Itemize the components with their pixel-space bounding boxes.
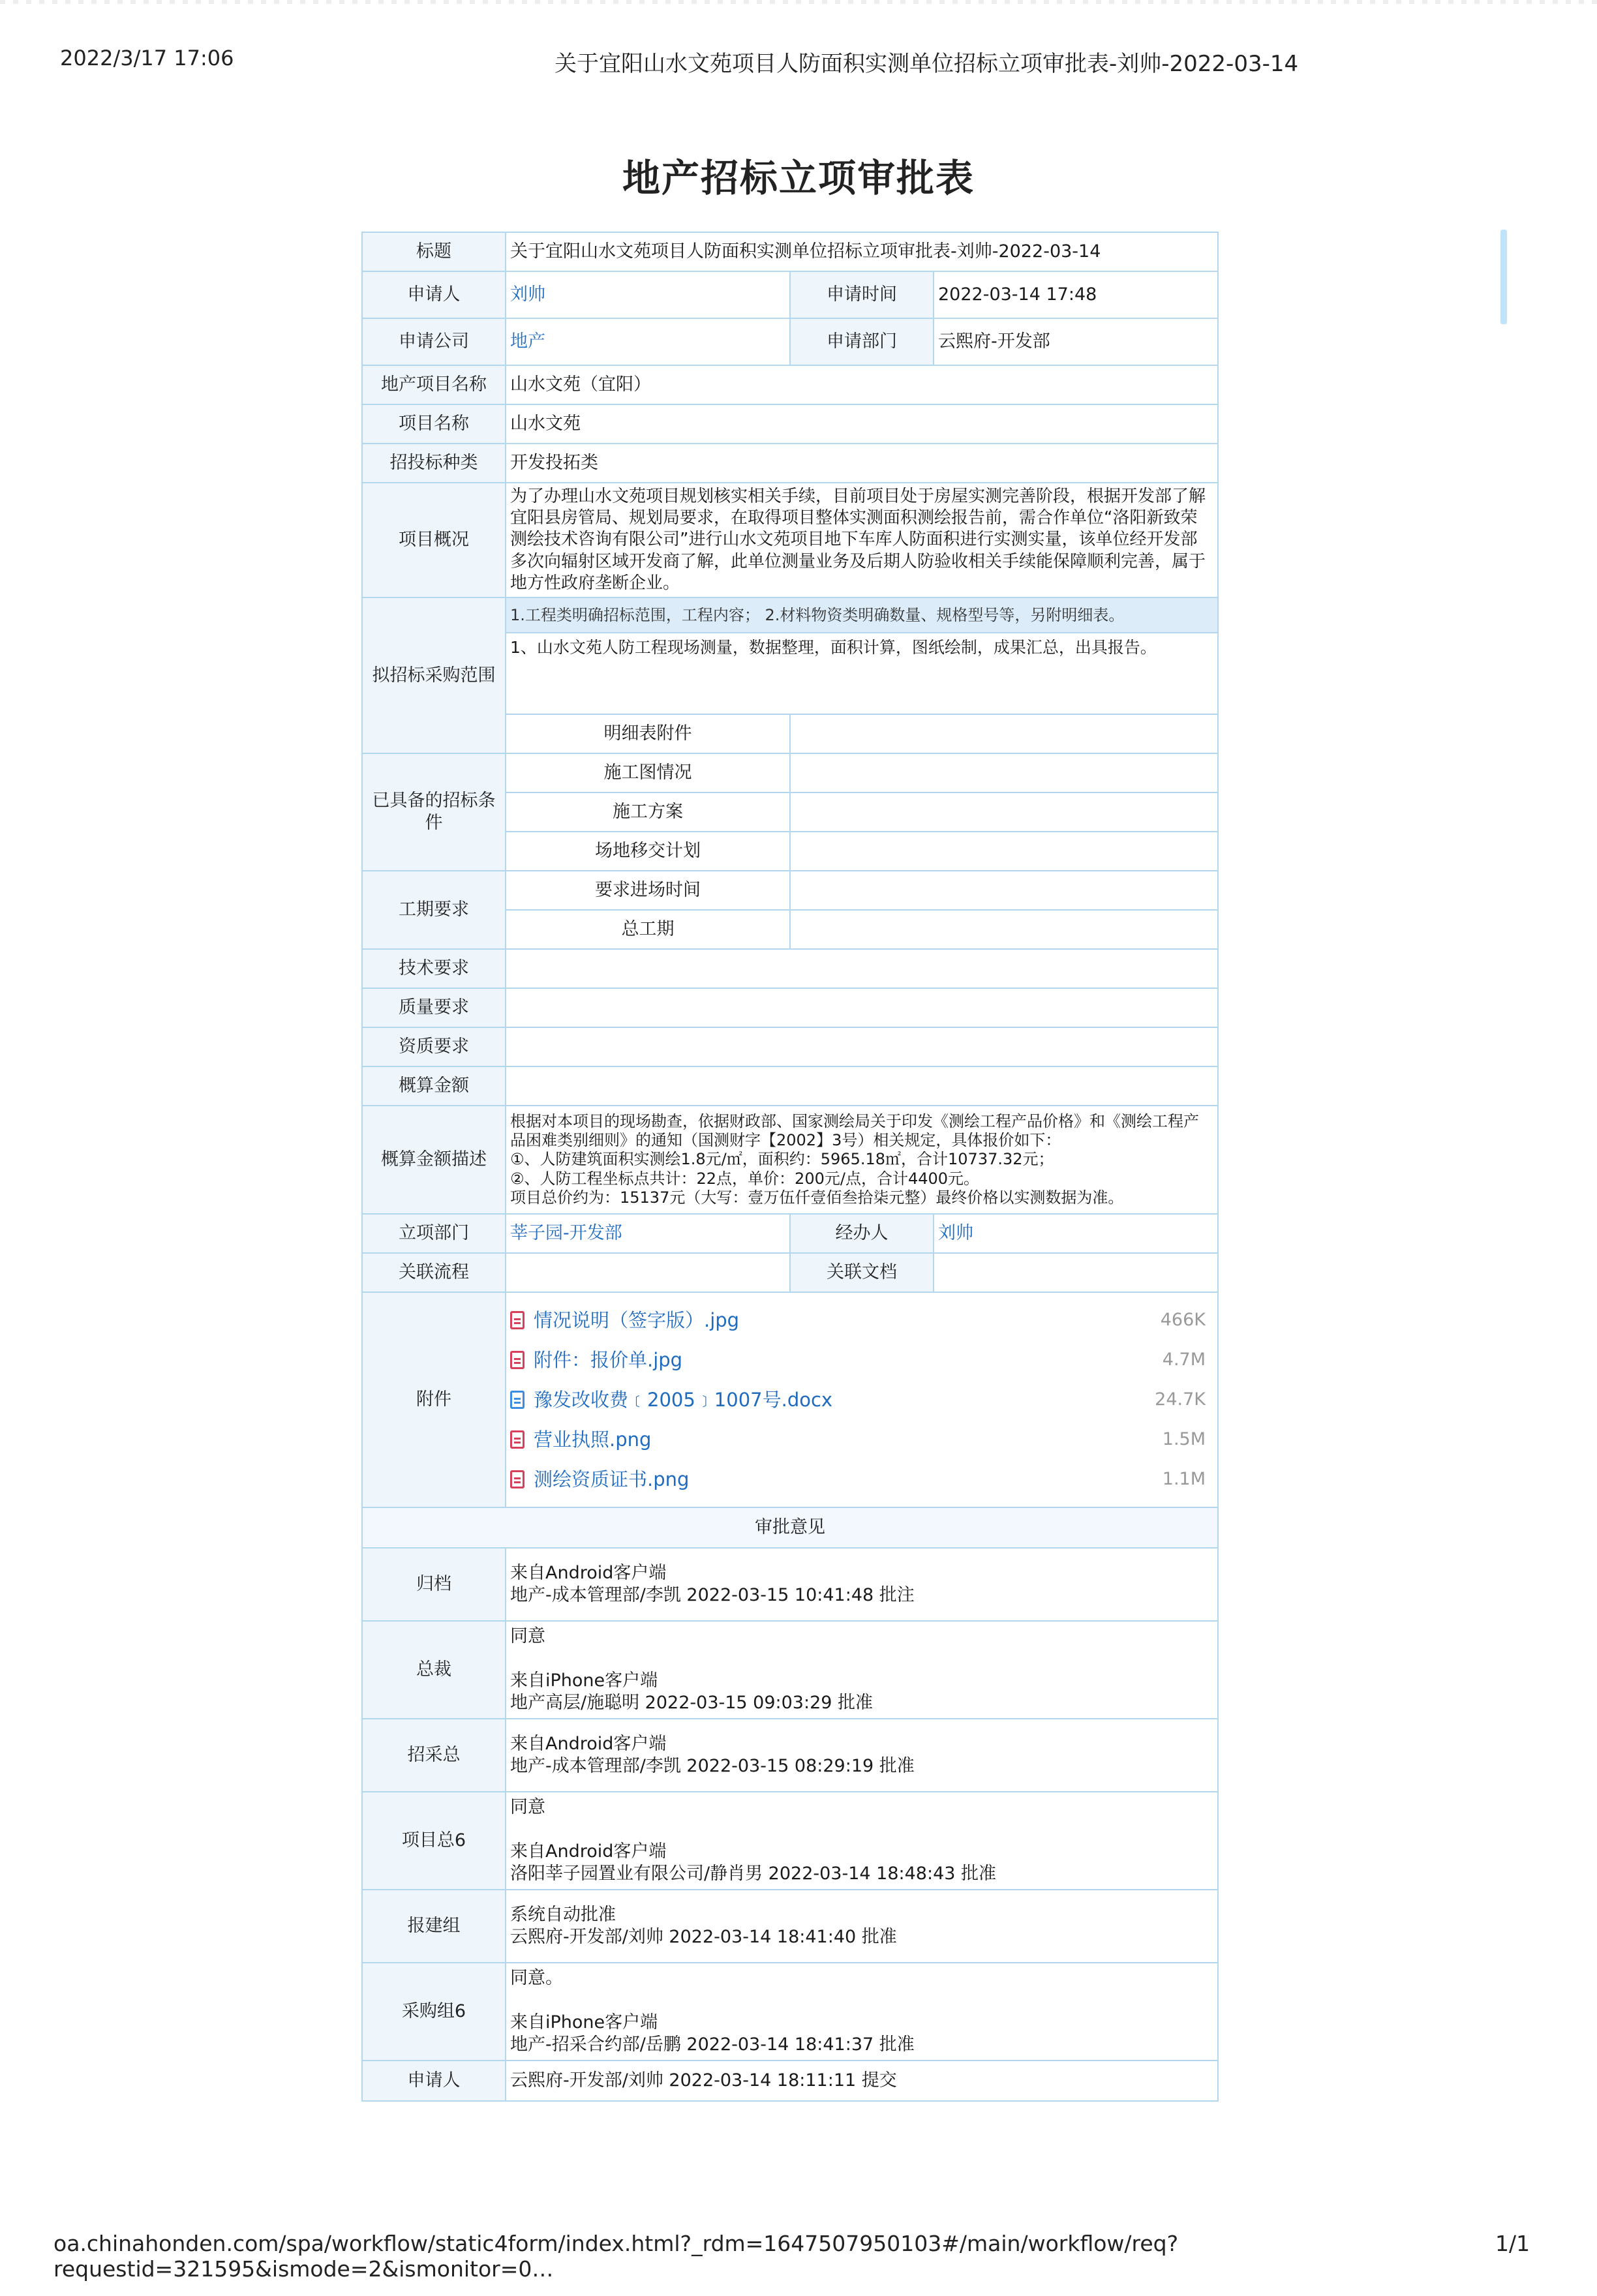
- approval-line: [510, 1819, 1213, 1841]
- plan-value: [790, 793, 1218, 832]
- budget-desc-value: [506, 1106, 1218, 1214]
- approval-line: 同意: [510, 1797, 545, 1817]
- budget-desc-line: ①、人防建筑面积实测绘1.8元/㎡，面积约：5965.18㎡，合计10737.32元；: [510, 1150, 1054, 1169]
- attachment-name[interactable]: 营业执照.png: [534, 1428, 652, 1451]
- approval-row: [362, 1548, 1218, 1621]
- approval-line: 地产高层/施聪明 2022-03-15 09:03:29 批准: [510, 1693, 874, 1713]
- image-file-icon: [510, 1470, 525, 1488]
- attachment-item[interactable]: [510, 1420, 1206, 1460]
- document-title: 地产招标立项审批表: [622, 156, 975, 200]
- approval-node: 报建组: [362, 1890, 506, 1963]
- entry-time-value: [790, 871, 1218, 910]
- estate-project-label: 地产项目名称: [362, 365, 506, 404]
- applicant-link[interactable]: 刘帅: [506, 271, 790, 318]
- approval-line: 同意。: [510, 1968, 563, 1988]
- scope-hint: 1.工程类明确招标范围，工程内容； 2.材料物资类明确数量、规格型号等，另附明细表。: [506, 597, 1218, 633]
- qualification-value: [506, 1027, 1218, 1066]
- approval-opinion: [506, 1621, 1218, 1719]
- approval-line: 云熙府-开发部/刘帅 2022-03-14 18:11:11 提交: [510, 2070, 897, 2091]
- row-budget-desc: [362, 1106, 1218, 1214]
- approval-node: 申请人: [362, 2061, 506, 2101]
- approval-row: [362, 1963, 1218, 2061]
- approval-line: 同意: [510, 1626, 545, 1646]
- quality-req-label: 质量要求: [362, 988, 506, 1027]
- row-bid-type: [362, 444, 1218, 483]
- apply-time-label: 申请时间: [790, 271, 934, 318]
- row-scope-hint: [362, 597, 1218, 633]
- handler-link[interactable]: 刘帅: [934, 1214, 1218, 1253]
- project-name-label: 项目名称: [362, 404, 506, 444]
- approval-line: [510, 1989, 1213, 2012]
- row-estate-project: [362, 365, 1218, 404]
- approval-node: 项目总6: [362, 1792, 506, 1890]
- approval-line: 来自Android客户端: [510, 1734, 667, 1754]
- approval-form-table: [361, 232, 1219, 2102]
- print-page-title: 关于宜阳山水文苑项目人防面积实测单位招标立项审批表-刘帅-2022-03-14: [555, 51, 1299, 77]
- site-handover-value: [790, 832, 1218, 871]
- attachment-size: 24.7K: [1155, 1389, 1206, 1410]
- related-flow-value[interactable]: [506, 1253, 790, 1292]
- attachment-size: 4.7M: [1162, 1350, 1206, 1370]
- row-attachments: [362, 1292, 1218, 1507]
- apply-time-value: 2022-03-14 17:48: [934, 271, 1218, 318]
- budget-desc-line: ②、人防工程坐标点共计：22点，单价：200元/点，合计4400元。: [510, 1169, 980, 1188]
- approval-node: 采购组6: [362, 1963, 506, 2061]
- approval-line: 来自iPhone客户端: [510, 1670, 658, 1691]
- budget-desc-label: 概算金额描述: [362, 1106, 506, 1214]
- print-footer-url: oa.chinahonden.com/spa/workflow/static4form/index.html?_rdm=1647507950103#/main/workflow/req?requestid=321595&ismode=2&ismonitor=0…: [53, 2231, 1179, 2282]
- attachment-item[interactable]: [510, 1380, 1206, 1420]
- row-entry-time: [362, 871, 1218, 910]
- plan-label: 施工方案: [506, 793, 790, 832]
- title-value: 关于宜阳山水文苑项目人防面积实测单位招标立项审批表-刘帅-2022-03-14: [506, 232, 1218, 271]
- budget-value: [506, 1066, 1218, 1106]
- overview-label: 项目概况: [362, 483, 506, 597]
- overview-value: 为了办理山水文苑项目规划核实相关手续，目前项目处于房屋实测完善阶段，根据开发部了解宜阳县房管局、规划局要求，在取得项目整体实测面积测绘报告前，需合作单位“洛阳新致荣测绘技术咨询有限公司”进行山水文苑项目地下车库人防面积进行实测实量，该单位经开发部多次向辐射区域开发商了解，此单位测量业务及后期人防验收相关手续能保障顺利完善，属于地方性政府垄断企业。: [506, 483, 1218, 597]
- quality-req-value: [506, 988, 1218, 1027]
- approval-opinion: [506, 1548, 1218, 1621]
- row-project-name: [362, 404, 1218, 444]
- approval-line: 系统自动批准: [510, 1905, 616, 1925]
- word-file-icon: [510, 1391, 525, 1409]
- company-label: 申请公司: [362, 318, 506, 365]
- approval-line: 洛阳莘子园置业有限公司/静肖男 2022-03-14 18:48:43 批准: [510, 1864, 997, 1884]
- drawing-value: [790, 753, 1218, 793]
- project-name-value: 山水文苑: [506, 404, 1218, 444]
- estate-project-value: 山水文苑（宜阳）: [506, 365, 1218, 404]
- approval-line: 云熙府-开发部/刘帅 2022-03-14 18:41:40 批准: [510, 1927, 897, 1947]
- related-flow-label: 关联流程: [362, 1253, 506, 1292]
- attachment-name[interactable]: 附件：报价单.jpg: [534, 1348, 683, 1371]
- approval-node: 归档: [362, 1548, 506, 1621]
- approval-opinion: [506, 2061, 1218, 2101]
- budget-desc-line: 根据对本项目的现场勘查，依据财政部、国家测绘局关于印发《测绘工程产品价格》和《测绘工程产品困难类别细则》的通知（国测财字【2002】3号）相关规定，具体报价如下：: [510, 1111, 1199, 1150]
- print-page-number: 1/1: [1495, 2231, 1530, 2256]
- approval-opinion: [506, 1890, 1218, 1963]
- attachment-size: 1.5M: [1162, 1429, 1206, 1450]
- attachments-label: 附件: [362, 1292, 506, 1507]
- approval-opinion: [506, 1792, 1218, 1890]
- attachment-name[interactable]: 情况说明（签字版）.jpg: [534, 1308, 740, 1331]
- qualification-label: 资质要求: [362, 1027, 506, 1066]
- attachment-size: 1.1M: [1162, 1469, 1206, 1490]
- row-approval-header: [362, 1507, 1218, 1548]
- conditions-label: 已具备的招标条件: [362, 753, 506, 871]
- attachment-item[interactable]: [510, 1340, 1206, 1380]
- entry-time-label: 要求进场时间: [506, 871, 790, 910]
- related-doc-label: 关联文档: [790, 1253, 934, 1292]
- tech-req-value: [506, 949, 1218, 988]
- approval-node: 总裁: [362, 1621, 506, 1719]
- approval-section-title: 审批意见: [362, 1507, 1218, 1548]
- budget-label: 概算金额: [362, 1066, 506, 1106]
- approval-line: 来自iPhone客户端: [510, 2012, 658, 2032]
- scrollbar[interactable]: [1500, 230, 1507, 324]
- row-applicant: [362, 271, 1218, 318]
- approval-line: 地产-成本管理部/李凯 2022-03-15 08:29:19 批准: [510, 1756, 915, 1776]
- attachment-name[interactable]: 豫发改收费﹝2005﹞1007号.docx: [534, 1388, 833, 1411]
- row-project-dept: [362, 1214, 1218, 1253]
- project-dept-label: 立项部门: [362, 1214, 506, 1253]
- scope-value: 1、山水文苑人防工程现场测量，数据整理，面积计算，图纸绘制，成果汇总，出具报告。: [506, 633, 1218, 714]
- row-tech-req: [362, 949, 1218, 988]
- dept-value: 云熙府-开发部: [934, 318, 1218, 365]
- row-title: [362, 232, 1218, 271]
- approval-row: [362, 1621, 1218, 1719]
- tech-req-label: 技术要求: [362, 949, 506, 988]
- project-dept-link[interactable]: 莘子园-开发部: [506, 1214, 790, 1253]
- image-file-icon: [510, 1311, 525, 1329]
- image-file-icon: [510, 1430, 525, 1449]
- total-period-value: [790, 910, 1218, 949]
- approval-row: [362, 1719, 1218, 1792]
- approval-row: [362, 1890, 1218, 1963]
- company-link[interactable]: 地产: [506, 318, 790, 365]
- total-period-label: 总工期: [506, 910, 790, 949]
- image-file-icon: [510, 1351, 525, 1369]
- dept-label: 申请部门: [790, 318, 934, 365]
- approval-line: 地产-成本管理部/李凯 2022-03-15 10:41:48 批注: [510, 1585, 915, 1605]
- detail-attach-label: 明细表附件: [506, 714, 790, 753]
- row-qualification: [362, 1027, 1218, 1066]
- row-quality-req: [362, 988, 1218, 1027]
- approval-line: 地产-招采合约部/岳鹏 2022-03-14 18:41:37 批准: [510, 2034, 915, 2055]
- attachment-size: 466K: [1160, 1310, 1206, 1331]
- schedule-label: 工期要求: [362, 871, 506, 949]
- row-company: [362, 318, 1218, 365]
- approval-line: [510, 1648, 1213, 1670]
- related-doc-value[interactable]: [934, 1253, 1218, 1292]
- approval-opinion: [506, 1719, 1218, 1792]
- approval-opinion: [506, 1963, 1218, 2061]
- attachment-item[interactable]: [510, 1460, 1206, 1500]
- print-datetime: 2022/3/17 17:06: [60, 46, 234, 70]
- bid-type-value: 开发投拓类: [506, 444, 1218, 483]
- approval-row: [362, 2061, 1218, 2101]
- bid-type-label: 招投标种类: [362, 444, 506, 483]
- site-handover-label: 场地移交计划: [506, 832, 790, 871]
- row-drawing: [362, 753, 1218, 793]
- budget-desc-line: 项目总价约为：15137元（大写：壹万伍仟壹佰叁拾柒元整）最终价格以实测数据为准。: [510, 1188, 1124, 1207]
- row-budget: [362, 1066, 1218, 1106]
- drawing-label: 施工图情况: [506, 753, 790, 793]
- approval-line: 来自Android客户端: [510, 1563, 667, 1583]
- applicant-label: 申请人: [362, 271, 506, 318]
- approval-line: 来自Android客户端: [510, 1841, 667, 1862]
- detail-attach-value: [790, 714, 1218, 753]
- attachment-item[interactable]: [510, 1301, 1206, 1340]
- scan-edge-marks: [0, 0, 1597, 4]
- attachment-name[interactable]: 测绘资质证书.png: [534, 1468, 690, 1490]
- row-overview: [362, 483, 1218, 597]
- handler-label: 经办人: [790, 1214, 934, 1253]
- approval-row: [362, 1792, 1218, 1890]
- scope-label: 拟招标采购范围: [362, 597, 506, 753]
- attachments-list: [506, 1292, 1218, 1507]
- row-related: [362, 1253, 1218, 1292]
- approval-node: 招采总: [362, 1719, 506, 1792]
- title-label: 标题: [362, 232, 506, 271]
